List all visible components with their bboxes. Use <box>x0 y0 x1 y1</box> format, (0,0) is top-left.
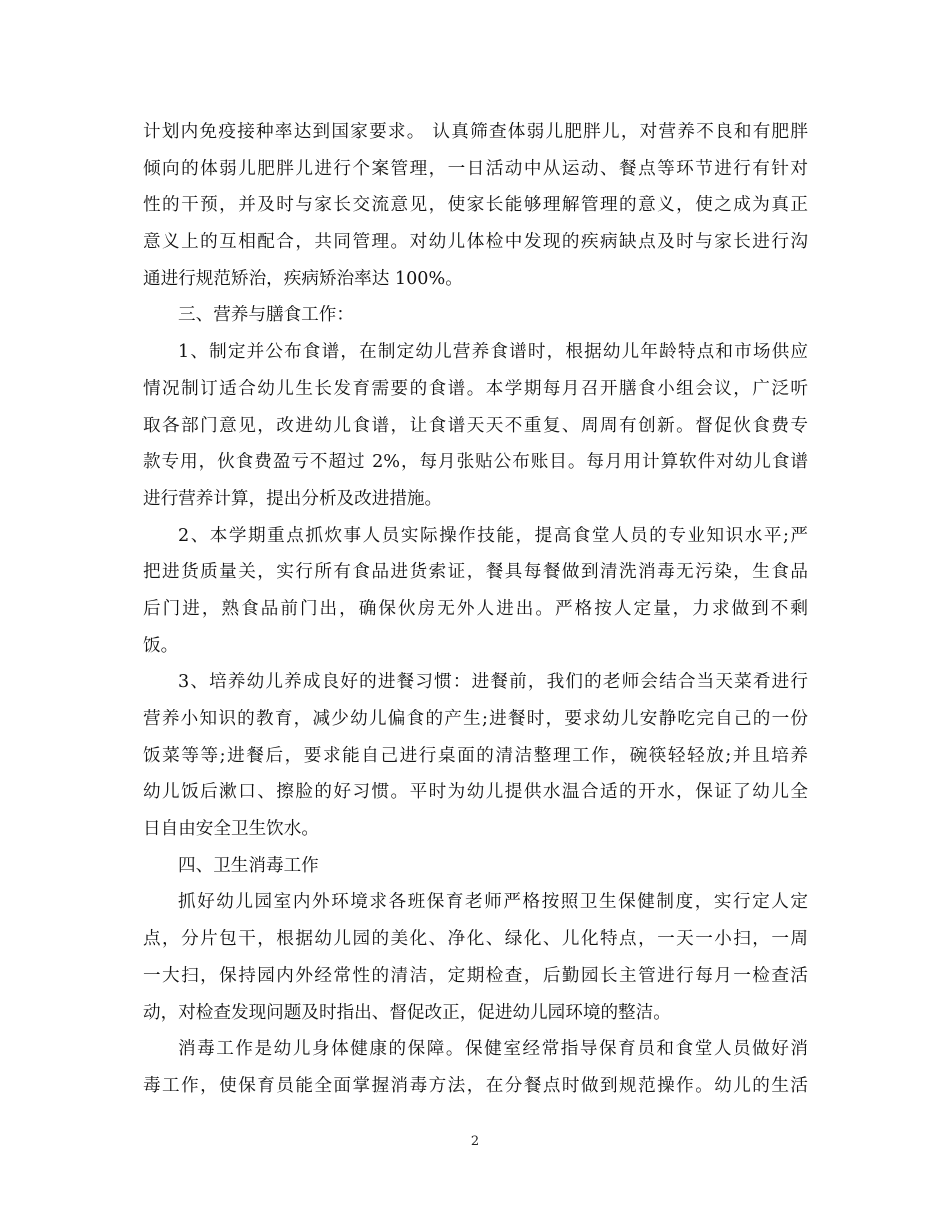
text-line: 毒工作，使保育员能全面掌握消毒方法，在分餐点时做到规范操作。幼儿的生活 <box>143 1075 808 1096</box>
text-line: 性的干预，并及时与家长交流意见，使家长能够理解管理的意义，使之成为真正 <box>143 195 808 216</box>
text-line: 计划内免疫接种率达到国家要求。 认真筛查体弱儿肥胖儿，对营养不良和有肥胖 <box>143 122 808 142</box>
text-line: 通进行规范矫治，疾病矫治率达 100%。 <box>143 268 463 289</box>
text-line: 款专用，伙食费盈亏不超过 2%，每月张贴公布账目。每月用计算软件对幼儿食谱 <box>143 452 808 473</box>
section-heading: 四、卫生消毒工作 <box>178 855 319 876</box>
text-line: 点，分片包干，根据幼儿园的美化、净化、绿化、儿化特点，一天一小扫，一周 <box>143 929 808 950</box>
text-line: 日自由安全卫生饮水。 <box>143 819 319 840</box>
text-line: 饭。 <box>143 635 179 656</box>
text-line: 后门进，熟食品前门出，确保伙房无外人进出。严格按人定量，力求做到不剩 <box>143 598 808 619</box>
text-line: 进行营养计算，提出分析及改进措施。 <box>143 488 443 509</box>
text-line: 幼儿饭后漱口、擦脸的好习惯。平时为幼儿提供水温合适的开水，保证了幼儿全 <box>143 782 808 803</box>
text-line: 抓好幼儿园室内外环境求各班保育老师严格按照卫生保健制度，实行定人定 <box>178 892 808 913</box>
text-line: 营养小知识的教育，减少幼儿偏食的产生;进餐时，要求幼儿安静吃完自己的一份 <box>143 709 808 729</box>
text-line: 2、本学期重点抓炊事人员实际操作技能，提高食堂人员的专业知识水平;严 <box>178 525 808 546</box>
text-line: 意义上的互相配合，共同管理。对幼儿体检中发现的疾病缺点及时与家长进行沟 <box>143 232 808 253</box>
text-line: 一大扫，保持园内外经常性的清洁，定期检查，后勤园长主管进行每月一检查活 <box>143 965 808 986</box>
text-line: 1、制定并公布食谱，在制定幼儿营养食谱时，根据幼儿年龄特点和市场供应 <box>178 342 808 363</box>
page-number: 2 <box>470 1134 480 1149</box>
text-line: 倾向的体弱儿肥胖儿进行个案管理，一日活动中从运动、餐点等环节进行有针对 <box>143 158 808 179</box>
document-body <box>143 114 808 1105</box>
text-line: 情况制订适合幼儿生长发育需要的食谱。本学期每月召开膳食小组会议，广泛听 <box>143 378 808 399</box>
text-line: 3、培养幼儿养成良好的进餐习惯：进餐前，我们的老师会结合当天菜肴进行 <box>178 672 808 693</box>
text-line: 取各部门意见，改进幼儿食谱，让食谱天天不重复、周周有创新。督促伙食费专 <box>143 415 808 436</box>
text-line: 饭菜等等;进餐后，要求能自己进行桌面的清洁整理工作，碗筷轻轻放;并且培养 <box>143 745 808 766</box>
text-line: 把进货质量关，实行所有食品进货索证，餐具每餐做到清洗消毒无污染，生食品 <box>143 562 808 583</box>
text-line: 动，对检查发现问题及时指出、督促改正，促进幼儿园环境的整洁。 <box>143 1002 671 1023</box>
section-heading: 三、营养与膳食工作： <box>178 305 354 326</box>
text-line: 消毒工作是幼儿身体健康的保障。保健室经常指导保育员和食堂人员做好消 <box>178 1039 808 1060</box>
